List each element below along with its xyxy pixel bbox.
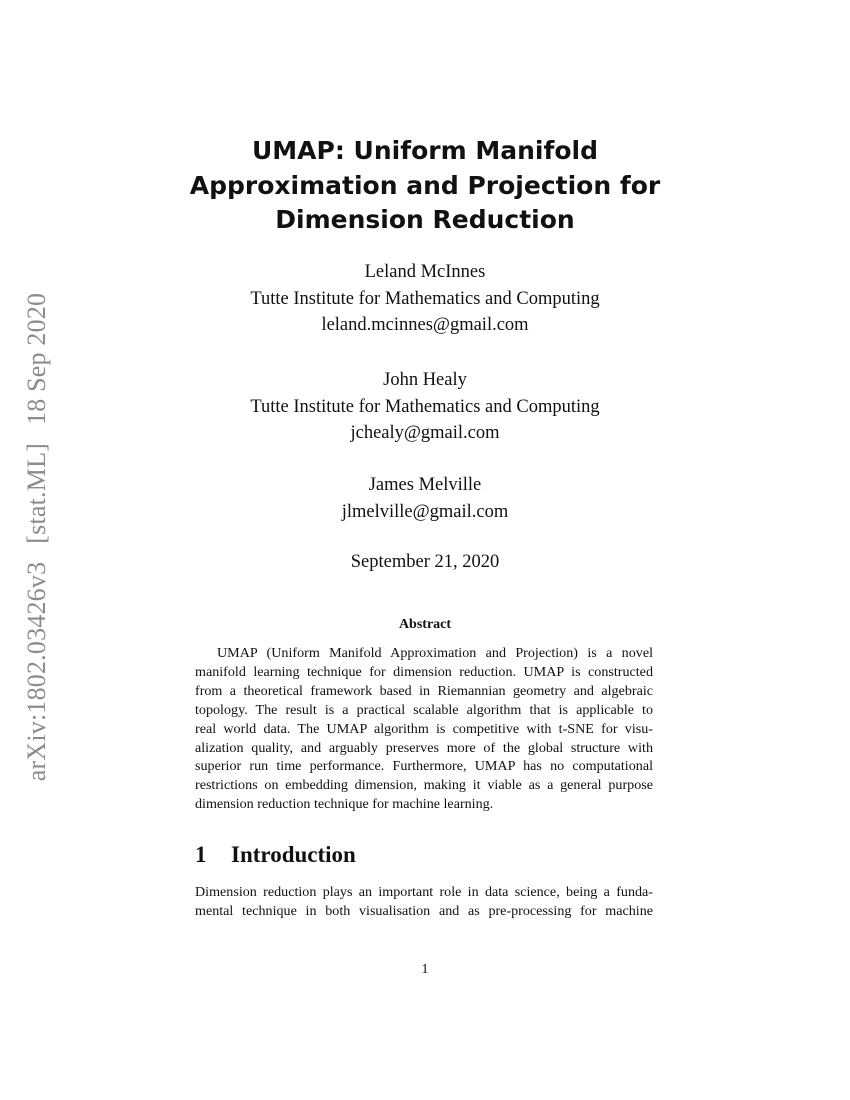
abstract-line: dimension reduction technique for machine learning.: [195, 796, 494, 813]
arxiv-id: arXiv:1802.03426v3: [22, 561, 51, 782]
abstract-line: alization quality, and arguably preserves more of the global structure with: [195, 739, 653, 756]
page-number: 1: [421, 962, 429, 977]
paper-title: [150, 134, 700, 238]
abstract-line: from a theoretical framework based in Riemannian geometry and algebraic: [195, 682, 653, 699]
paper-date: September 21, 2020: [350, 552, 500, 572]
abstract-body: [195, 644, 653, 814]
author-name: John Healy: [383, 370, 467, 390]
arxiv-category: [stat.ML]: [22, 442, 51, 544]
abstract-line: real world data. The UMAP algorithm is competitive with t-SNE for visu-: [195, 720, 653, 737]
abstract-line: superior run time performance. Furthermore, UMAP has no computational: [195, 758, 653, 775]
section-title: Introduction: [231, 842, 356, 867]
intro-paragraph: [195, 883, 653, 921]
author-email: leland.mcinnes@gmail.com: [321, 315, 529, 335]
abstract-line: manifold learning technique for dimension reduction. UMAP is constructed: [195, 663, 653, 680]
abstract-line: topology. The result is a practical scalable algorithm that is applicable to: [195, 701, 653, 718]
author-block: [150, 367, 700, 447]
title-line: Approximation and Projection for: [189, 170, 661, 200]
arxiv-date: 18 Sep 2020: [22, 292, 51, 425]
section-heading: [195, 841, 356, 869]
title-line: Dimension Reduction: [275, 205, 575, 234]
author-name: Leland McInnes: [364, 262, 486, 282]
author-affiliation: Tutte Institute for Mathematics and Computing: [250, 288, 600, 309]
author-affiliation: Tutte Institute for Mathematics and Computing: [250, 396, 600, 417]
author-block: [150, 259, 700, 339]
author-block: [150, 472, 700, 525]
arxiv-stamp: [22, 293, 52, 781]
author-name: James Melville: [368, 475, 482, 495]
title-line: UMAP: Uniform Manifold: [252, 136, 598, 165]
intro-line: Dimension reduction plays an important role in data science, being a funda-: [195, 884, 653, 900]
abstract-line: restrictions on embedding dimension, making it viable as a general purpose: [195, 777, 653, 794]
author-email: jchealy@gmail.com: [350, 423, 500, 443]
abstract-heading: Abstract: [398, 617, 452, 632]
section-number: 1: [195, 842, 207, 867]
author-email: jlmelville@gmail.com: [341, 501, 509, 522]
abstract-line: UMAP (Uniform Manifold Approximation and Projection) is a novel: [217, 645, 653, 661]
intro-line: mental technique in both visualisation and as pre-processing for machine: [195, 903, 653, 919]
